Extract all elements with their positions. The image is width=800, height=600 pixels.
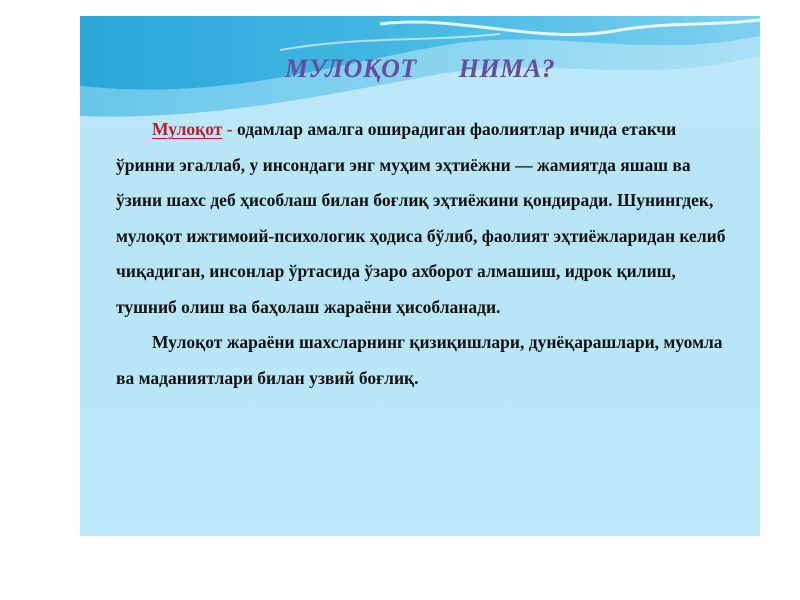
term-mulokot: Мулоқот [152, 119, 223, 139]
paragraph-definition [116, 112, 736, 325]
definition-text: одамлар амалга оширадиган фаолиятлар ичида етакчи ўринни эгаллаб, у инсондаги энг муҳим эҳтиёжни — жамиятда яшаш ва ўзини шахс деб ҳисоблаш билан боғлиқ эҳтиёжини қондиради. Шунингдек, мулоқот ижтимоий-психологик ҳодиса бўлиб, фаолият эҳтиёжларидан келиб чиқадиган, инсонлар ўртасида ўзаро ахборот алмашиш, идрок қилиш, тушниб олиш ва баҳолаш жараёни ҳисобланади. [116, 119, 726, 317]
slide-title: МУЛОҚОТ НИМА? [284, 54, 556, 83]
term-dash: - [222, 119, 237, 139]
slide [80, 16, 760, 536]
slide-body [116, 112, 736, 396]
paragraph-process: Мулоқот жараёни шахсларнинг қизиқишлари, дунёқарашлари, муомла ва маданиятлари билан узвий боғлиқ. [116, 332, 723, 388]
